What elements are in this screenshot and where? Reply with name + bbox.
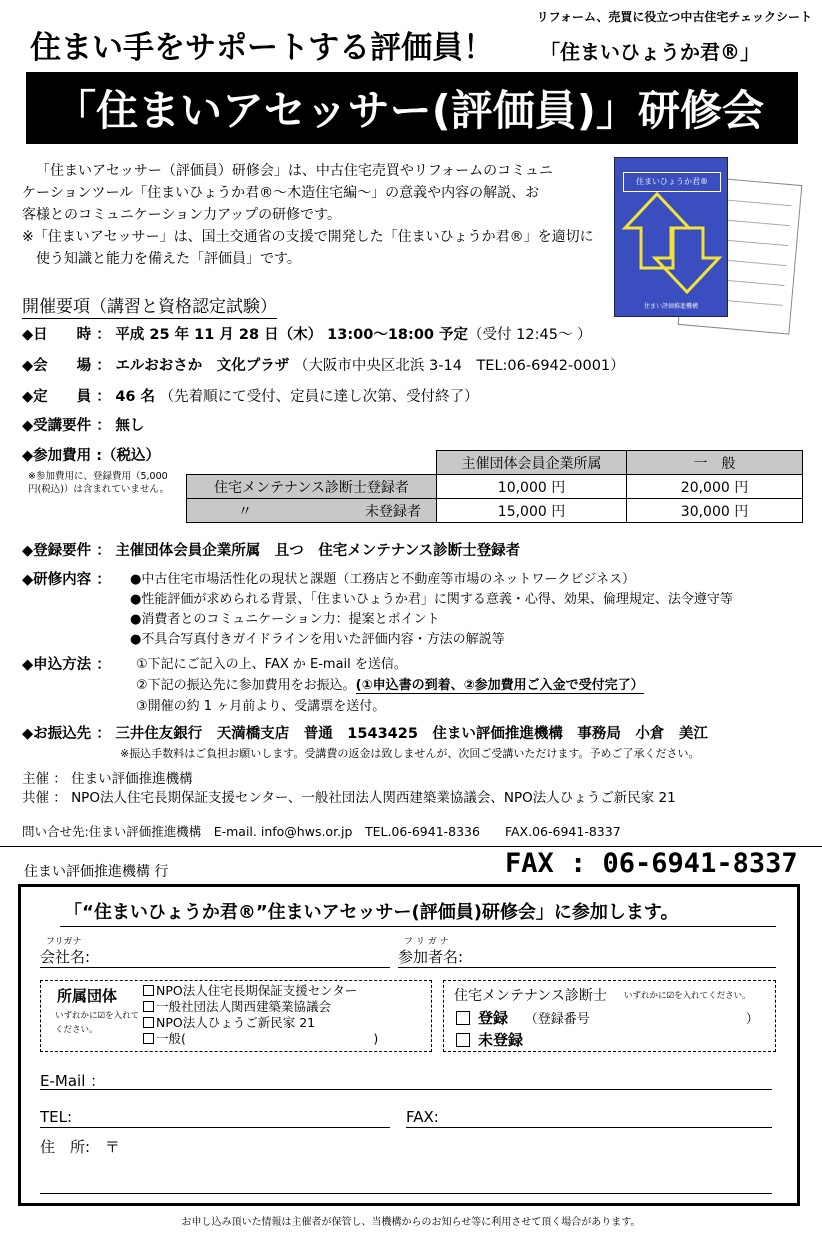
- tel-label: TEL:: [40, 1108, 73, 1126]
- host: 主催 ： 住まい評価推進機構: [22, 771, 193, 787]
- fee-row-registered: 住宅メンテナンス診断士登録者: [187, 475, 437, 499]
- apply-step-emphasis: (①申込書の到着、②参加費用ご入金で受付完了）: [355, 678, 644, 693]
- registered-option[interactable]: [456, 1007, 759, 1028]
- date-value: 平成 25 年 11 月 28 日（木） 13:00～18:00 予定: [115, 327, 469, 343]
- org-hint: いずれかに☑を入れてください。: [55, 1011, 140, 1035]
- org-option[interactable]: [143, 1015, 378, 1031]
- date-label: ◆日 時 ：: [22, 327, 111, 343]
- capacity-label: ◆定 員 ：: [22, 389, 111, 405]
- checkbox[interactable]: [456, 1033, 470, 1047]
- org-box: [40, 980, 432, 1052]
- maintenance-box: [443, 980, 776, 1052]
- registration-row: [22, 539, 520, 560]
- intro-line: ケーションツール「住まいひょうか君®～木造住宅編～」の意義や内容の解説、お: [22, 185, 540, 201]
- content-label: ◆研修内容 ：: [22, 572, 111, 588]
- fee-value: 30,000 円: [627, 499, 803, 523]
- bank-row: [22, 722, 708, 743]
- content-item: ●性能評価が求められる背景、「住まいひょうか君」に関する意義・心得、効果、倫理規定、法令遵守等: [130, 592, 733, 607]
- participant-field[interactable]: [398, 946, 776, 968]
- content-list: [130, 570, 733, 650]
- capacity-row: [22, 385, 479, 406]
- org-option-label: 一般社団法人関西建築業協議会: [156, 999, 332, 1014]
- org-option-label: NPO法人住宅長期保証支援センター: [156, 983, 358, 998]
- intro-note: 使う知識と能力を備えた「評価員」です。: [36, 251, 301, 267]
- checkbox[interactable]: [143, 1017, 154, 1028]
- org-option[interactable]: [143, 1031, 378, 1047]
- privacy-footer: お申し込み頂いた情報は主催者が保管し、当機構からのお知らせ等に利用させて頂く場合があります。: [181, 1217, 641, 1228]
- intro-text: [22, 160, 602, 270]
- fee-table: [186, 450, 803, 523]
- org-option[interactable]: [143, 999, 378, 1015]
- furigana-label: フ リ ガ ナ: [404, 937, 449, 947]
- org-option-label: 一般( ): [156, 1031, 379, 1046]
- participant-label: 参加者名:: [398, 948, 464, 966]
- apply-steps: [136, 654, 644, 717]
- content-item: ●消費者とのコミュニケーション力：提案とポイント: [130, 612, 440, 627]
- book-publisher: 住まい評価推進機構: [643, 303, 698, 310]
- apply-row: [22, 653, 111, 674]
- email-label: E-Mail ：: [40, 1072, 106, 1090]
- contact-line: 問い合せ先:住まい評価推進機構 E-mail. info@hws.or.jp TEL.06-6941-8336 FAX.06-6941-8337: [22, 824, 621, 839]
- requirement-label: ◆受講要件 ：: [22, 418, 111, 434]
- date-row: [22, 323, 592, 344]
- intro-note: ※「住まいアセッサー」は、国土交通省の支援で開発した「住まいひょうか君®」を適切に: [22, 229, 594, 245]
- headline: 住まい手をサポートする評価員！: [30, 30, 495, 66]
- content-row: [22, 568, 111, 589]
- fee-value: 15,000 円: [437, 499, 627, 523]
- venue-value: エルおおさか 文化プラザ: [115, 358, 290, 374]
- capacity-extra: （先着順にて受付、定員に達し次第、受付終了）: [159, 389, 479, 405]
- org-option[interactable]: [143, 983, 378, 999]
- form-title: 「“住まいひょうか君®”住まいアセッサー(評価員)研修会」に参加します。: [60, 898, 776, 927]
- registration-number: （登録番号 ）: [524, 1012, 759, 1027]
- org-option-label: NPO法人ひょうご新民家 21: [156, 1015, 316, 1030]
- address-field[interactable]: [40, 1136, 772, 1194]
- address-label: 住 所:: [40, 1138, 91, 1156]
- fee-value: 10,000 円: [437, 475, 627, 499]
- fee-label: ◆参加費用 :（税込）: [22, 448, 160, 464]
- headline-product: 「住まいひょうか君®」: [540, 40, 760, 64]
- tel-field[interactable]: [40, 1108, 390, 1128]
- apply-step: ②下記の振込先に参加費用をお振込。: [136, 678, 356, 693]
- date-extra: （受付 12:45～ ）: [468, 327, 592, 343]
- organizer-block: [22, 770, 676, 808]
- apply-step: ③開催の約 1 ヶ月前より、受講票を送付。: [136, 699, 386, 714]
- bank-value: 三井住友銀行 天満橋支店 普通 1543425 住まい評価推進機構 事務局 小倉 美江: [115, 726, 708, 742]
- requirement-row: [22, 414, 144, 435]
- venue-row: [22, 354, 625, 375]
- content-item: ●中古住宅市場活性化の現状と課題（工務店と不動産等市場のネットワークビジネス）: [130, 572, 635, 587]
- venue-label: ◆会 場 ：: [22, 358, 111, 374]
- org-title: 所属団体: [57, 987, 118, 1005]
- cohost: 共催 ： NPO法人住宅長期保証支援センター、一般社団法人関西建築業協議会、NPO法人ひょうご新民家 21: [22, 790, 676, 806]
- bank-note: ※振込手数料はご負担お願いします。受講費の返金は致しませんが、次回ご受講いただけます。予めご了承ください。: [120, 747, 700, 760]
- book-title: 住まいひょうか君®: [623, 172, 721, 192]
- email-field[interactable]: [40, 1070, 772, 1090]
- cut-line: [0, 846, 822, 847]
- fee-note: ※参加費用に、登録費用（5,000 円(税込)）は含まれていません。: [28, 471, 169, 495]
- unregistered-label: 未登録: [478, 1031, 524, 1049]
- section-heading: 開催要項（講習と資格認定試験）: [22, 292, 277, 319]
- venue-extra: （大阪市中央区北浜 3-14 TEL:06-6942-0001）: [293, 358, 625, 374]
- org-options: [143, 983, 378, 1047]
- ditto-mark: 〃: [238, 503, 252, 520]
- book-cover-image: [614, 157, 728, 317]
- top-note: リフォーム、売買に役立つ中古住宅チェックシート: [536, 10, 812, 24]
- arrows-icon: [615, 158, 729, 318]
- maintenance-hint: いずれかに☑を入れてください。: [624, 991, 751, 1001]
- intro-line: 「住まいアセッサー（評価員）研修会」は、中古住宅売買やリフォームのコミュニ: [36, 163, 553, 179]
- fax-number: FAX : 06-6941-8337: [505, 848, 798, 879]
- checkbox[interactable]: [143, 1001, 154, 1012]
- fax-label: FAX:: [406, 1108, 439, 1126]
- bank-label: ◆お振込先 ：: [22, 726, 111, 742]
- requirement-value: 無し: [115, 418, 145, 434]
- content-item: ●不具合写真付きガイドラインを用いた評価内容・方法の解説等: [130, 632, 505, 647]
- fax-recipient: 住まい評価推進機構 行: [24, 864, 169, 880]
- registration-value: 主催団体会員企業所属 且つ 住宅メンテナンス診断士登録者: [115, 543, 521, 559]
- fee-row-unregistered-label: 未登録者: [365, 503, 421, 520]
- checkbox[interactable]: [143, 1033, 154, 1044]
- company-label: 会社名:: [40, 948, 91, 966]
- banner-text: 「住まいアセッサー(評価員)」研修会: [54, 86, 764, 135]
- fee-value: 20,000 円: [627, 475, 803, 499]
- capacity-value: 46 名: [115, 389, 156, 405]
- checkbox[interactable]: [143, 985, 154, 996]
- furigana-label: フリガナ: [46, 937, 82, 947]
- registration-label: ◆登録要件 ：: [22, 543, 111, 559]
- apply-step: ①下記にご記入の上、FAX か E-mail を送信。: [136, 657, 407, 672]
- fee-col-general: 一 般: [627, 451, 803, 475]
- apply-label: ◆申込方法 ：: [22, 657, 111, 673]
- fax-field[interactable]: [406, 1108, 772, 1128]
- fee-row-unregistered: [187, 499, 437, 523]
- title-banner: [26, 72, 798, 144]
- intro-line: 客様とのコミュニケーション力アップの研修です。: [22, 207, 342, 223]
- fee-row: [22, 444, 160, 465]
- registered-label: 登録: [478, 1009, 509, 1027]
- unregistered-option[interactable]: [456, 1029, 523, 1050]
- fee-col-member: 主催団体会員企業所属: [437, 451, 627, 475]
- company-field[interactable]: [40, 946, 390, 968]
- maintenance-title: 住宅メンテナンス診断士: [454, 988, 607, 1004]
- checkbox[interactable]: [456, 1011, 470, 1025]
- postal-mark: 〒: [104, 1138, 120, 1156]
